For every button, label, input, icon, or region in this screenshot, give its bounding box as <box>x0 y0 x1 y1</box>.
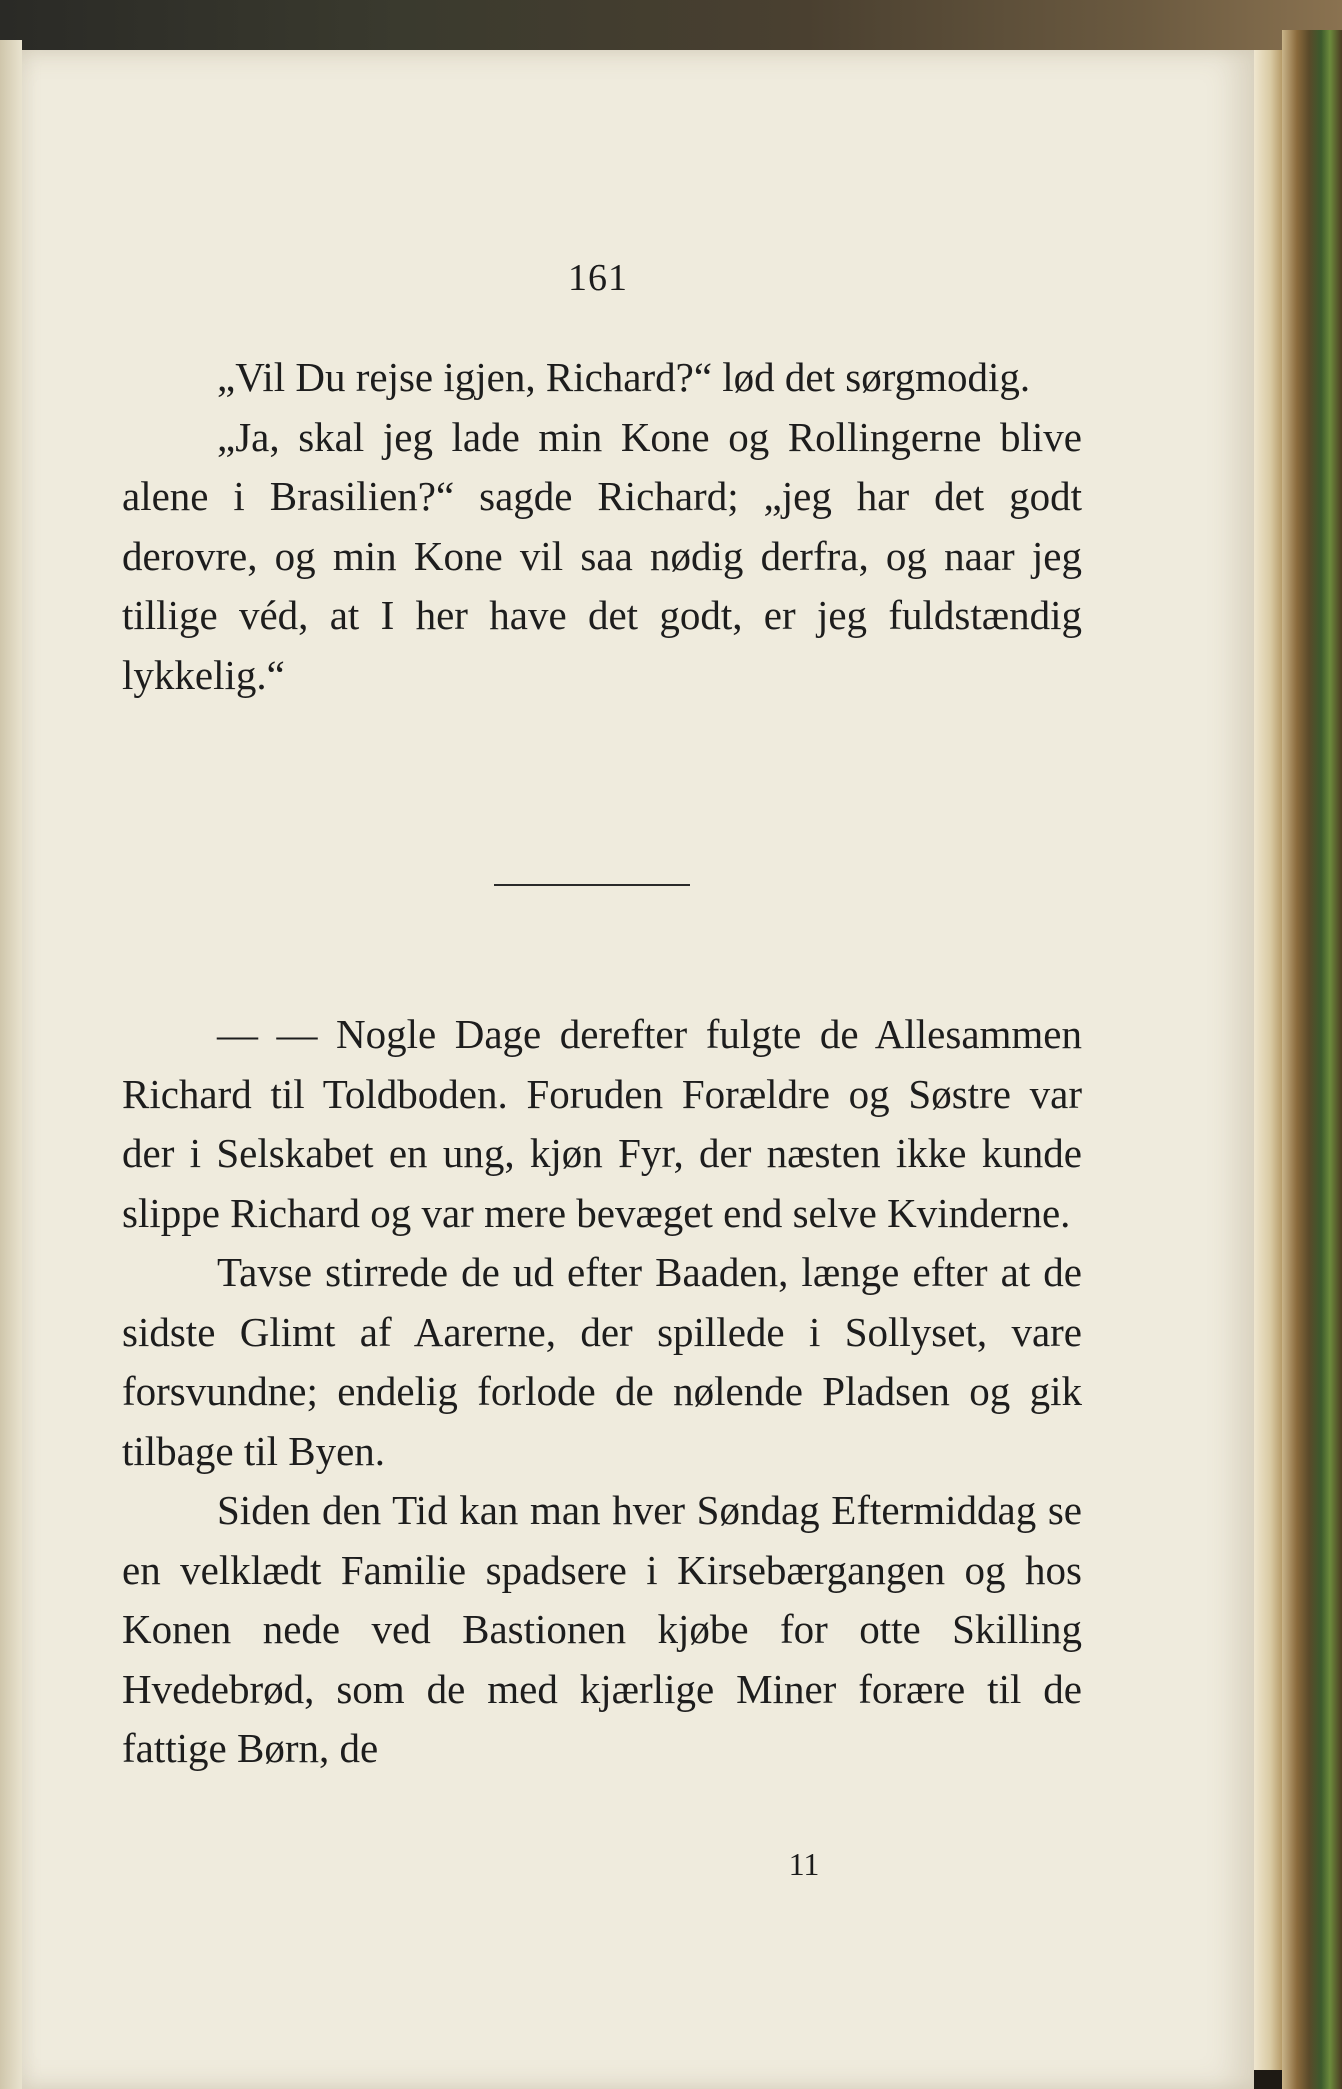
book-page <box>22 50 1254 2089</box>
text-block-lower <box>122 1005 1082 1779</box>
paragraph-dialogue-2: „Ja, skal jeg lade min Kone og Rollingerne blive alene i Brasilien?“ sagde Richard; „jeg har det godt derovre, og min Kone vil saa nødig derfra, og naar jeg tillige véd, at I her have det godt, er jeg fuldstændig lykkelig.“ <box>122 413 1082 698</box>
signature-mark: 11 <box>788 1846 820 1882</box>
paragraph-sunday: Siden den Tid kan man hver Søndag Eftermiddag se en velklædt Familie spadsere i Kirsebærgangen og hos Konen nede ved Bastionen kjøbe for otte Skilling Hvedebrød, som de med kjærlige Miner forære til de fattige Børn, de <box>122 1487 1082 1771</box>
paragraph-departure: — — Nogle Dage derefter fulgte de Allesammen Richard til Toldboden. Foruden Forældre og Søstre var der i Selskabet en ung, kjøn Fyr, der næsten ikke kunde slippe Richard og var mere bevæget end selve Kvinderne. <box>122 1011 1082 1236</box>
page-left-edge <box>0 40 22 2089</box>
paragraph-dialogue-1: „Vil Du rejse igjen, Richard?“ lød det sørgmodig. <box>217 354 1031 400</box>
page-stack-edge <box>1254 50 1282 2070</box>
paragraph-boat: Tavse stirrede de ud efter Baaden, længe efter at de sidste Glimt af Aarerne, der spillede i Sollyset, vare forsvundne; endelig forlode de nølende Pladsen og gik tilbage til Byen. <box>122 1249 1082 1474</box>
page-number: 161 <box>568 257 628 299</box>
section-divider-rule <box>494 884 690 886</box>
book-cover-top <box>0 0 1342 50</box>
text-block-upper <box>122 348 1082 705</box>
book-cover-right <box>1282 30 1342 2089</box>
